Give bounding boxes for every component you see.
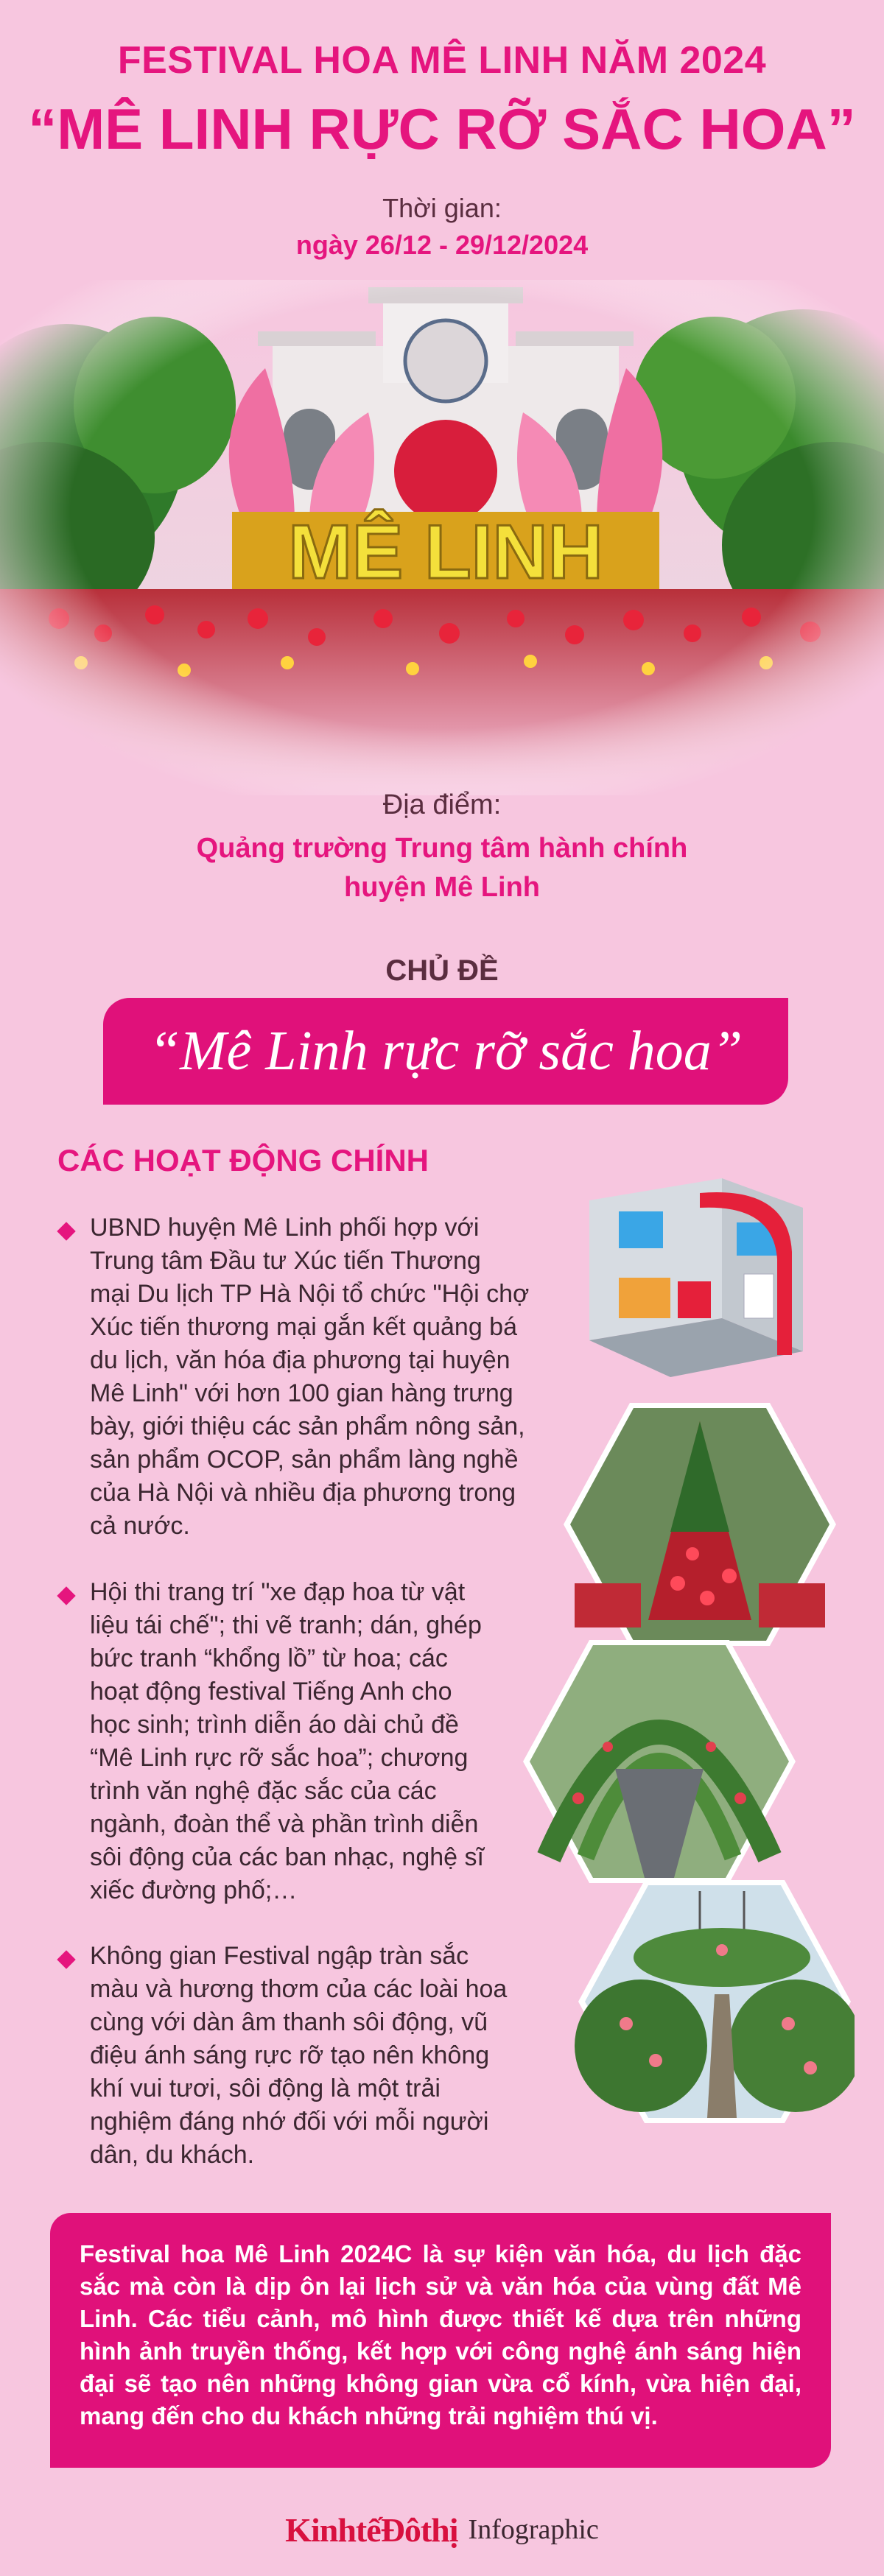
summary-box: Festival hoa Mê Linh 2024C là sự kiện văn hóa, du lịch đặc sắc mà còn là dịp ôn lại lịch sử và văn hóa của vùng đất Mê Linh. Các tiểu cảnh, mô hình được thiết kế dựa trên những hình ảnh truyền thống, kết hợp với công nghệ ánh sáng hiện đại sẽ tạo nên những không gian vừa cổ kính, vừa hiện đại, mang đến cho du khách những trải nghiệm thú vị. [50, 2213, 831, 2468]
activity-line: của Hà Nội và nhiều địa phương trong [90, 1479, 516, 1507]
bullet-icon [57, 1222, 75, 1240]
activity-line: màu và hương thơm của các loài hoa [90, 1975, 508, 2003]
flower-garden-photo [575, 1876, 855, 2127]
activity-item-3 [90, 1940, 569, 2172]
activity-line: du lịch, văn hóa địa phương tại huyện [90, 1346, 511, 1374]
footer-brand [0, 2504, 884, 2555]
trade-booth-illustration [575, 1171, 818, 1384]
activity-line: xiếc đường phố;… [90, 1876, 298, 1904]
activity-line: cùng với dàn âm thanh sôi động, vũ [90, 2008, 488, 2036]
activity-line: cả nước. [90, 1512, 190, 1540]
activity-line: bày, giới thiệu các sản phẩm nông sản, [90, 1412, 525, 1440]
flower-tower-photo [560, 1399, 840, 1650]
location-line-2: huyện Mê Linh [344, 872, 540, 904]
activity-line: sản phẩm OCOP, sản phẩm làng nghề [90, 1446, 519, 1474]
infographic-label: Infographic [468, 2514, 599, 2545]
title-line-2: “MÊ LINH RỰC RỠ SẮC HOA” [28, 96, 856, 161]
activity-line: bức tranh “khổng lồ” từ hoa; các [90, 1644, 448, 1672]
flower-arch-photo [519, 1636, 799, 1887]
activity-line: Hội thi trang trí "xe đạp hoa từ vật [90, 1578, 466, 1606]
activity-line: ngành, đoàn thể và phần trình diễn [90, 1810, 479, 1838]
activity-line: khí vui tươi, sôi động là một trải [90, 2074, 441, 2102]
time-value: ngày 26/12 - 29/12/2024 [295, 230, 589, 260]
activities-heading: CÁC HOẠT ĐỘNG CHÍNH [57, 1143, 429, 1178]
activity-line: Trung tâm Đầu tư Xúc tiến Thương [90, 1247, 481, 1275]
theme-text: “Mê Linh rực rỡ sắc hoa” [148, 1020, 743, 1082]
activity-line: trình văn nghệ đặc sắc của các [90, 1777, 437, 1805]
activity-line: dân, du khách. [90, 2141, 255, 2169]
location-value [147, 829, 737, 907]
activity-line: sôi động của các ban nhạc, nghệ sĩ [90, 1843, 484, 1871]
activity-line: Xúc tiến thương mại gắn kết quảng bá [90, 1313, 517, 1341]
activity-line: mại Du lịch TP Hà Nội tổ chức "Hội chợ [90, 1280, 530, 1308]
activity-line: Mê Linh" với hơn 100 gian hàng trưng [90, 1379, 513, 1407]
activity-line: học sinh; trình diễn áo dài chủ đề [90, 1711, 459, 1739]
location-label: Địa điểm: [382, 789, 502, 820]
title-line-1: FESTIVAL HOA MÊ LINH NĂM 2024 [117, 39, 767, 82]
activity-line: liệu tái chế"; thi vẽ tranh; dán, ghép [90, 1611, 482, 1639]
activity-item-1 [90, 1211, 561, 1543]
activity-line: “Mê Linh rực rỡ sắc hoa”; chương [90, 1744, 469, 1772]
bullet-icon [57, 1950, 75, 1968]
bullet-icon [57, 1586, 75, 1605]
theme-box [103, 998, 788, 1105]
time-label: Thời gian: [382, 193, 502, 223]
location-line-1: Quảng trường Trung tâm hành chính [196, 833, 688, 864]
activity-line: điệu ánh sáng rực rỡ tạo nên không [90, 2041, 490, 2069]
activity-line: hoạt động festival Tiếng Anh cho [90, 1678, 452, 1706]
activity-line: Không gian Festival ngập tràn sắc [90, 1942, 469, 1970]
publisher-logo: KinhtếĐôthị [285, 2510, 458, 2549]
theme-label: CHỦ ĐỀ [385, 954, 499, 987]
activity-item-2 [90, 1576, 532, 1907]
activity-line: UBND huyện Mê Linh phối hợp với [90, 1214, 480, 1242]
hero-festival-photo [0, 280, 884, 795]
activity-line: nghiệm đáng nhớ đối với mỗi người [90, 2108, 489, 2136]
